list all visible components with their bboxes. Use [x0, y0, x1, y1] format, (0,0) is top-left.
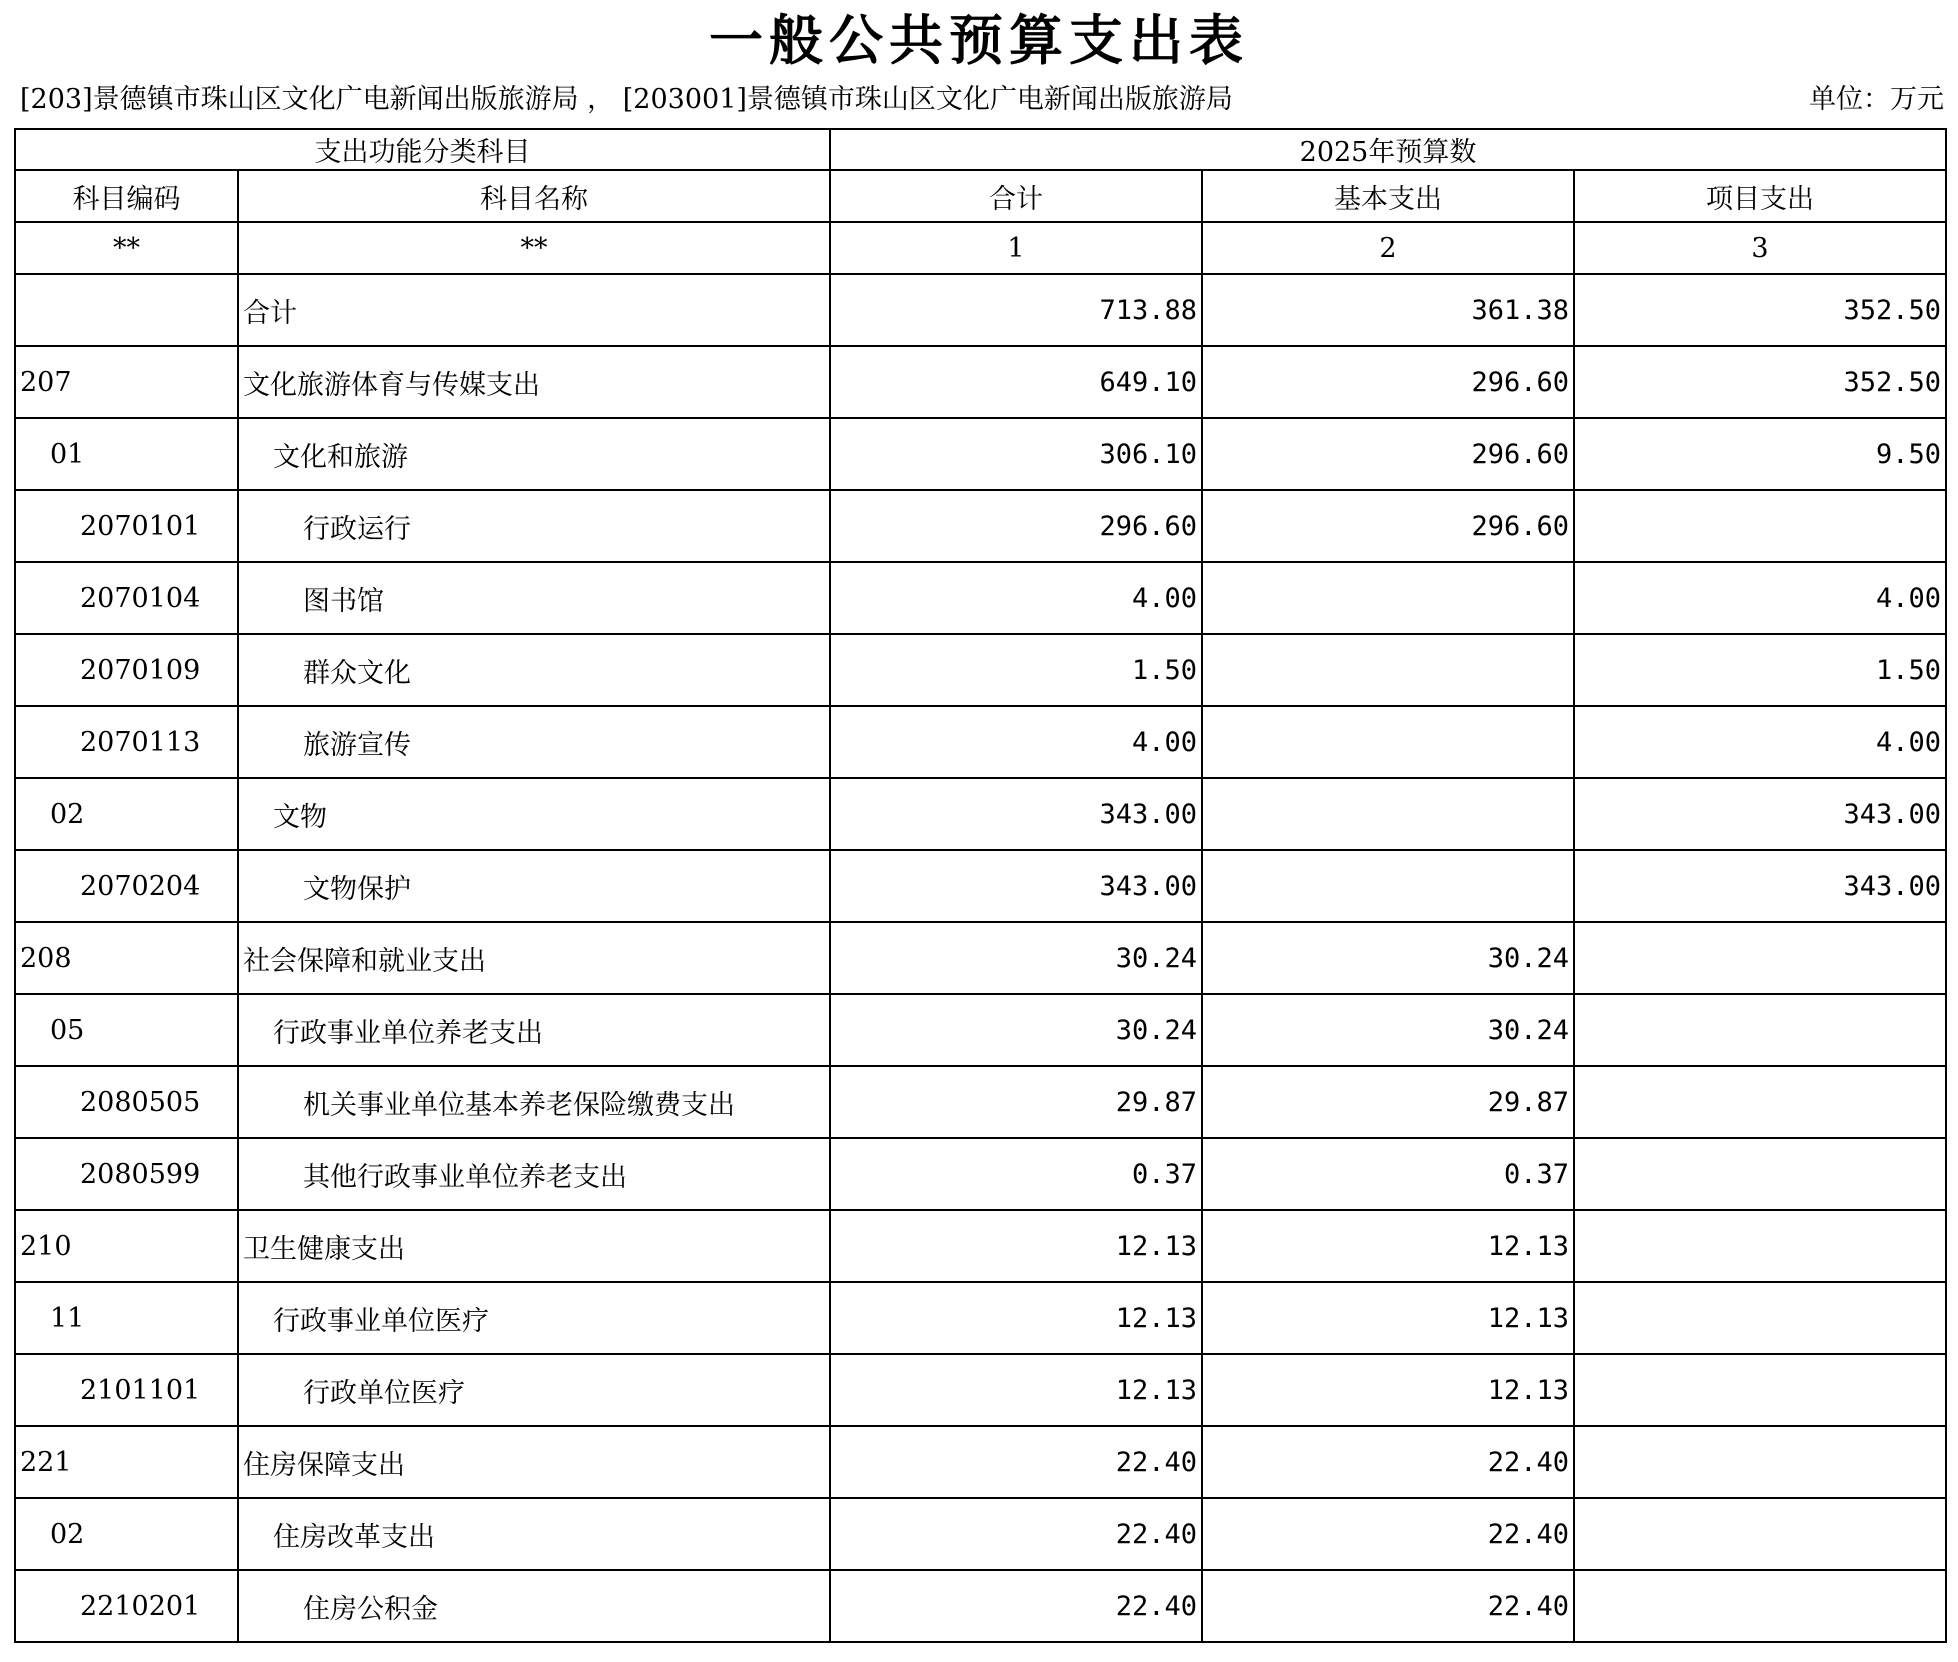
subject-name-cell: 机关事业单位基本养老保险缴费支出	[238, 1066, 830, 1138]
subject-code-cell: 2070101	[15, 490, 238, 562]
subject-code-cell: 2070109	[15, 634, 238, 706]
subject-code-cell: 2070204	[15, 850, 238, 922]
basic-expense-cell	[1202, 778, 1574, 850]
subject-name-cell: 行政运行	[238, 490, 830, 562]
index-name: **	[238, 222, 830, 274]
index-total: 1	[830, 222, 1202, 274]
project-expense-cell	[1574, 1066, 1946, 1138]
table-row	[15, 346, 1946, 418]
table-row	[15, 490, 1946, 562]
subject-name-cell: 合计	[238, 274, 830, 346]
subject-code-cell: 05	[15, 994, 238, 1066]
project-expense-cell: 1.50	[1574, 634, 1946, 706]
basic-expense-cell: 296.60	[1202, 346, 1574, 418]
currency-unit: 单位：万元	[1809, 84, 1944, 115]
subject-name-cell: 旅游宣传	[238, 706, 830, 778]
header-group-row	[15, 129, 1946, 170]
basic-expense-cell	[1202, 562, 1574, 634]
index-project: 3	[1574, 222, 1946, 274]
subject-code-cell: 208	[15, 922, 238, 994]
total-cell: 4.00	[830, 706, 1202, 778]
project-expense-cell: 9.50	[1574, 418, 1946, 490]
header-group-budget-year: 2025年预算数	[830, 129, 1946, 170]
total-cell: 22.40	[830, 1426, 1202, 1498]
basic-expense-cell: 12.13	[1202, 1282, 1574, 1354]
basic-expense-cell: 296.60	[1202, 490, 1574, 562]
total-cell: 12.13	[830, 1282, 1202, 1354]
total-cell: 30.24	[830, 994, 1202, 1066]
project-expense-cell	[1574, 1282, 1946, 1354]
table-row	[15, 418, 1946, 490]
subject-name-cell: 住房保障支出	[238, 1426, 830, 1498]
subject-name-cell: 文化和旅游	[238, 418, 830, 490]
index-code: **	[15, 222, 238, 274]
total-cell: 713.88	[830, 274, 1202, 346]
basic-expense-cell: 12.13	[1202, 1210, 1574, 1282]
project-expense-cell	[1574, 1354, 1946, 1426]
subject-code-cell	[15, 274, 238, 346]
project-expense-cell: 4.00	[1574, 706, 1946, 778]
table-row	[15, 1570, 1946, 1642]
project-expense-cell	[1574, 490, 1946, 562]
total-cell: 0.37	[830, 1138, 1202, 1210]
table-row	[15, 1354, 1946, 1426]
basic-expense-cell: 296.60	[1202, 418, 1574, 490]
basic-expense-cell	[1202, 706, 1574, 778]
total-cell: 22.40	[830, 1498, 1202, 1570]
total-cell: 22.40	[830, 1570, 1202, 1642]
total-cell: 296.60	[830, 490, 1202, 562]
subject-name-cell: 住房改革支出	[238, 1498, 830, 1570]
table-row	[15, 634, 1946, 706]
subject-code-cell: 207	[15, 346, 238, 418]
header-group-functional-class: 支出功能分类科目	[15, 129, 830, 170]
page-title: 一般公共预算支出表	[709, 8, 1249, 72]
subject-name-cell: 社会保障和就业支出	[238, 922, 830, 994]
subject-code-cell: 221	[15, 1426, 238, 1498]
total-cell: 29.87	[830, 1066, 1202, 1138]
total-cell: 649.10	[830, 346, 1202, 418]
basic-expense-cell: 12.13	[1202, 1354, 1574, 1426]
table-row	[15, 1138, 1946, 1210]
project-expense-cell: 343.00	[1574, 778, 1946, 850]
table-row	[15, 922, 1946, 994]
basic-expense-cell: 361.38	[1202, 274, 1574, 346]
subject-code-cell: 01	[15, 418, 238, 490]
header-subject-code: 科目编码	[15, 170, 238, 222]
project-expense-cell	[1574, 922, 1946, 994]
project-expense-cell	[1574, 1210, 1946, 1282]
subject-code-cell: 2070113	[15, 706, 238, 778]
subject-name-cell: 文物	[238, 778, 830, 850]
total-cell: 343.00	[830, 850, 1202, 922]
subject-code-cell: 02	[15, 1498, 238, 1570]
subject-name-cell: 住房公积金	[238, 1570, 830, 1642]
subject-code-cell: 2080599	[15, 1138, 238, 1210]
subject-code-cell: 210	[15, 1210, 238, 1282]
subject-name-cell: 文化旅游体育与传媒支出	[238, 346, 830, 418]
total-cell: 306.10	[830, 418, 1202, 490]
project-expense-cell	[1574, 1498, 1946, 1570]
project-expense-cell	[1574, 1138, 1946, 1210]
project-expense-cell	[1574, 1426, 1946, 1498]
subject-name-cell: 图书馆	[238, 562, 830, 634]
project-expense-cell	[1574, 994, 1946, 1066]
subject-code-cell: 11	[15, 1282, 238, 1354]
total-cell: 12.13	[830, 1210, 1202, 1282]
header-basic-expense: 基本支出	[1202, 170, 1574, 222]
header-index-row	[15, 222, 1946, 274]
basic-expense-cell	[1202, 850, 1574, 922]
basic-expense-cell: 22.40	[1202, 1498, 1574, 1570]
table-row	[15, 706, 1946, 778]
subject-name-cell: 文物保护	[238, 850, 830, 922]
table-row	[15, 994, 1946, 1066]
subject-code-cell: 2070104	[15, 562, 238, 634]
basic-expense-cell	[1202, 634, 1574, 706]
total-cell: 30.24	[830, 922, 1202, 994]
total-cell: 12.13	[830, 1354, 1202, 1426]
total-cell: 343.00	[830, 778, 1202, 850]
subject-code-cell: 2210201	[15, 1570, 238, 1642]
table-row	[15, 1426, 1946, 1498]
budget-table-body	[15, 129, 1946, 1642]
header-total: 合计	[830, 170, 1202, 222]
basic-expense-cell: 29.87	[1202, 1066, 1574, 1138]
subject-code-cell: 02	[15, 778, 238, 850]
total-cell: 4.00	[830, 562, 1202, 634]
basic-expense-cell: 30.24	[1202, 922, 1574, 994]
table-row	[15, 778, 1946, 850]
index-basic: 2	[1202, 222, 1574, 274]
subject-name-cell: 行政事业单位医疗	[238, 1282, 830, 1354]
table-row	[15, 274, 1946, 346]
table-row	[15, 850, 1946, 922]
project-expense-cell	[1574, 1570, 1946, 1642]
basic-expense-cell: 22.40	[1202, 1570, 1574, 1642]
project-expense-cell: 352.50	[1574, 346, 1946, 418]
budget-table	[14, 128, 1947, 1643]
header-subject-name: 科目名称	[238, 170, 830, 222]
header-project-expense: 项目支出	[1574, 170, 1946, 222]
subject-name-cell: 其他行政事业单位养老支出	[238, 1138, 830, 1210]
header-column-row	[15, 170, 1946, 222]
project-expense-cell: 343.00	[1574, 850, 1946, 922]
total-cell: 1.50	[830, 634, 1202, 706]
basic-expense-cell: 30.24	[1202, 994, 1574, 1066]
table-row	[15, 562, 1946, 634]
subject-code-cell: 2080505	[15, 1066, 238, 1138]
basic-expense-cell: 0.37	[1202, 1138, 1574, 1210]
table-row	[15, 1498, 1946, 1570]
basic-expense-cell: 22.40	[1202, 1426, 1574, 1498]
unit-subtitle: [203]景德镇市珠山区文化广电新闻出版旅游局 ， [203001]景德镇市珠山区文化广电新闻出版旅游局	[20, 84, 1233, 115]
project-expense-cell: 352.50	[1574, 274, 1946, 346]
project-expense-cell: 4.00	[1574, 562, 1946, 634]
table-row	[15, 1210, 1946, 1282]
subject-name-cell: 群众文化	[238, 634, 830, 706]
subject-name-cell: 行政单位医疗	[238, 1354, 830, 1426]
table-row	[15, 1282, 1946, 1354]
subject-name-cell: 行政事业单位养老支出	[238, 994, 830, 1066]
subject-name-cell: 卫生健康支出	[238, 1210, 830, 1282]
table-row	[15, 1066, 1946, 1138]
subject-code-cell: 2101101	[15, 1354, 238, 1426]
